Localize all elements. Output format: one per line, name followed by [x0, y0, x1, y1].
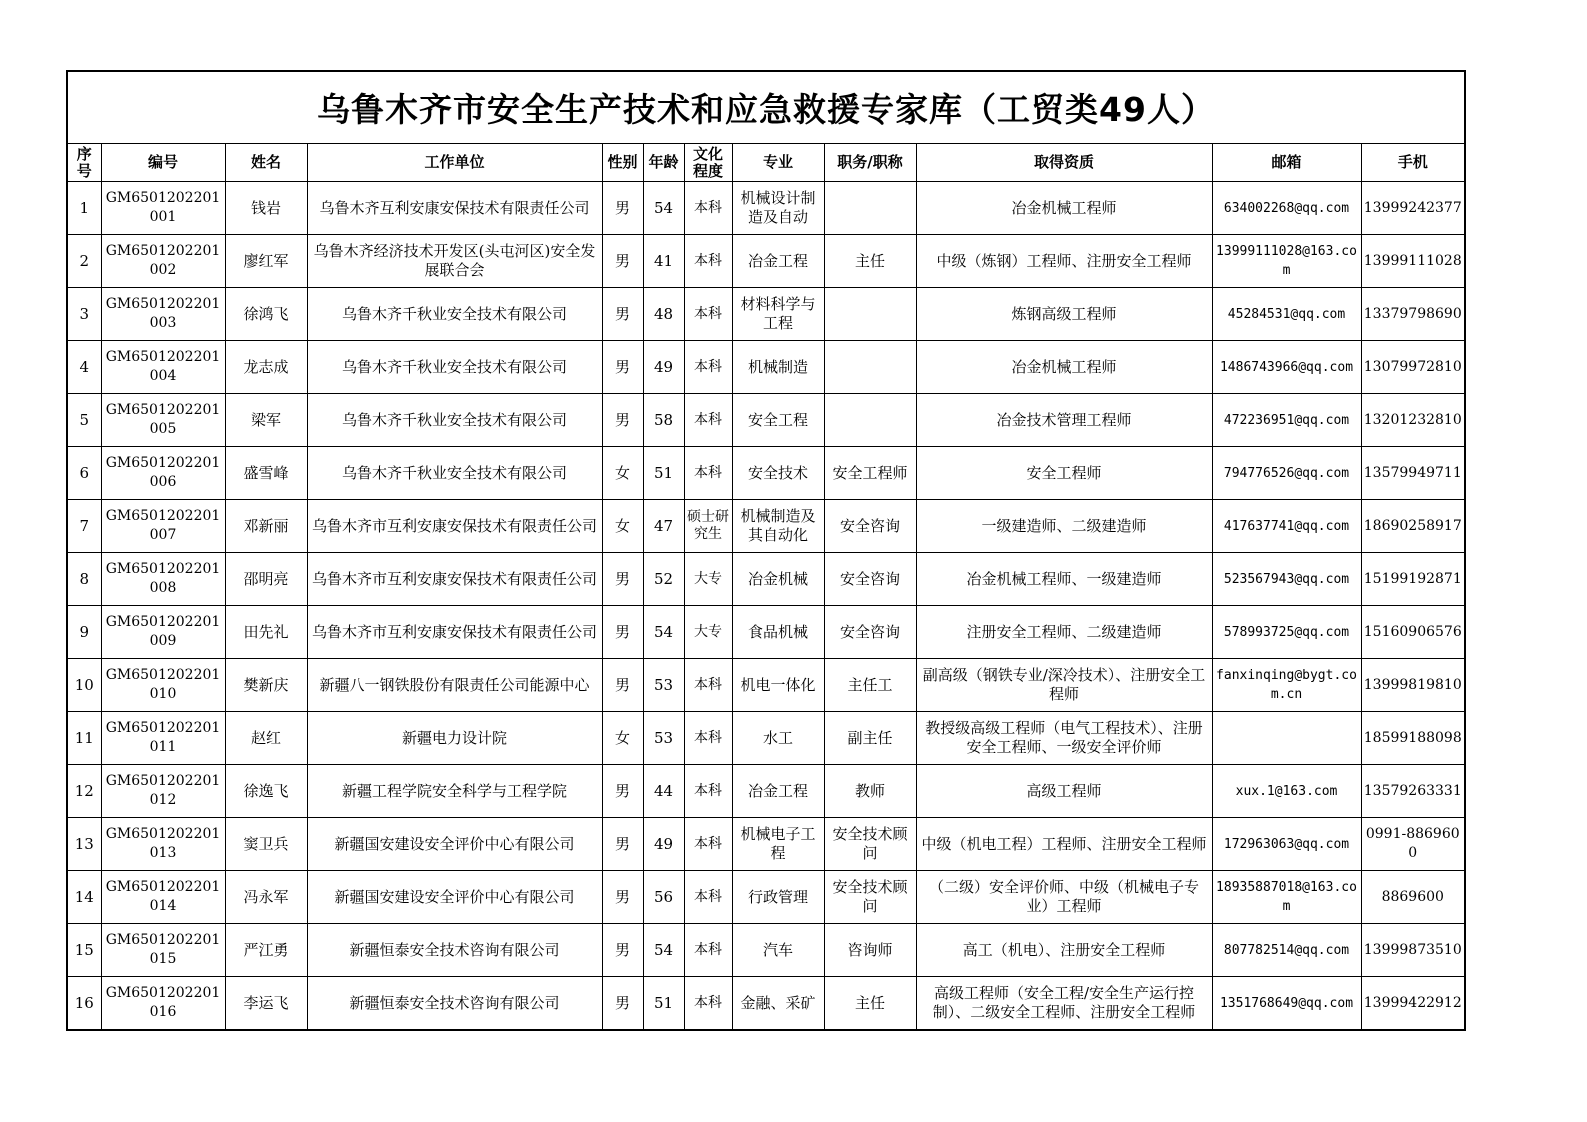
cell-major: 机械设计制造及自动: [732, 182, 824, 235]
cell-qualification: 中级（炼钢）工程师、注册安全工程师: [916, 235, 1212, 288]
cell-name: 冯永军: [225, 871, 307, 924]
cell-gender: 男: [602, 765, 643, 818]
cell-phone: 18599188098: [1361, 712, 1464, 765]
cell-seq: 6: [68, 447, 101, 500]
table-row: [68, 553, 1464, 606]
header-gender: 性别: [602, 144, 643, 182]
header-code: 编号: [101, 144, 225, 182]
cell-major: 冶金机械: [732, 553, 824, 606]
cell-name: 邵明亮: [225, 553, 307, 606]
cell-name: 梁军: [225, 394, 307, 447]
cell-seq: 7: [68, 500, 101, 553]
cell-seq: 2: [68, 235, 101, 288]
cell-phone: 13379798690: [1361, 288, 1464, 341]
cell-age: 53: [643, 712, 684, 765]
cell-age: 51: [643, 977, 684, 1030]
cell-unit: 乌鲁木齐经济技术开发区(头屯河区)安全发展联合会: [307, 235, 602, 288]
cell-title: 安全咨询: [824, 553, 916, 606]
table-row: [68, 500, 1464, 553]
cell-title: 安全咨询: [824, 606, 916, 659]
cell-unit: 新疆国安建设安全评价中心有限公司: [307, 871, 602, 924]
cell-age: 51: [643, 447, 684, 500]
cell-education: 本科: [684, 977, 732, 1030]
cell-code: GM6501202201014: [101, 871, 225, 924]
cell-gender: 女: [602, 447, 643, 500]
cell-code: GM6501202201003: [101, 288, 225, 341]
cell-code: GM6501202201007: [101, 500, 225, 553]
cell-seq: 4: [68, 341, 101, 394]
cell-age: 54: [643, 182, 684, 235]
cell-email: 172963063@qq.com: [1212, 818, 1361, 871]
cell-code: GM6501202201001: [101, 182, 225, 235]
cell-name: 盛雪峰: [225, 447, 307, 500]
cell-gender: 男: [602, 182, 643, 235]
cell-phone: 15160906576: [1361, 606, 1464, 659]
cell-age: 54: [643, 606, 684, 659]
cell-name: 邓新丽: [225, 500, 307, 553]
cell-title: 安全咨询: [824, 500, 916, 553]
cell-major: 机电一体化: [732, 659, 824, 712]
table-row: [68, 235, 1464, 288]
cell-education: 本科: [684, 659, 732, 712]
cell-name: 严江勇: [225, 924, 307, 977]
cell-unit: 乌鲁木齐千秋业安全技术有限公司: [307, 394, 602, 447]
cell-name: 徐逸飞: [225, 765, 307, 818]
cell-major: 行政管理: [732, 871, 824, 924]
cell-qualification: 中级（机电工程）工程师、注册安全工程师: [916, 818, 1212, 871]
cell-education: 本科: [684, 712, 732, 765]
table-row: [68, 871, 1464, 924]
cell-phone: 13201232810: [1361, 394, 1464, 447]
cell-age: 44: [643, 765, 684, 818]
cell-qualification: 冶金机械工程师: [916, 341, 1212, 394]
cell-unit: 新疆恒泰安全技术咨询有限公司: [307, 977, 602, 1030]
cell-seq: 8: [68, 553, 101, 606]
cell-age: 56: [643, 871, 684, 924]
cell-title: 主任工: [824, 659, 916, 712]
cell-unit: 乌鲁木齐千秋业安全技术有限公司: [307, 447, 602, 500]
cell-gender: 男: [602, 394, 643, 447]
header-name: 姓名: [225, 144, 307, 182]
cell-major: 机械制造及其自动化: [732, 500, 824, 553]
cell-gender: 男: [602, 659, 643, 712]
cell-seq: 3: [68, 288, 101, 341]
table-row: [68, 606, 1464, 659]
cell-email: 578993725@qq.com: [1212, 606, 1361, 659]
cell-title: 安全技术顾问: [824, 818, 916, 871]
cell-education: 大专: [684, 606, 732, 659]
cell-unit: 乌鲁木齐互利安康安保技术有限责任公司: [307, 182, 602, 235]
cell-name: 李运飞: [225, 977, 307, 1030]
cell-major: 安全工程: [732, 394, 824, 447]
header-title: 职务/职称: [824, 144, 916, 182]
expert-table: [68, 144, 1464, 1029]
cell-unit: 新疆国安建设安全评价中心有限公司: [307, 818, 602, 871]
cell-major: 金融、采矿: [732, 977, 824, 1030]
cell-title: 副主任: [824, 712, 916, 765]
header-education: 文化程度: [684, 144, 732, 182]
cell-code: GM6501202201008: [101, 553, 225, 606]
cell-gender: 男: [602, 977, 643, 1030]
cell-phone: 13579949711: [1361, 447, 1464, 500]
cell-email: 807782514@qq.com: [1212, 924, 1361, 977]
table-row: [68, 924, 1464, 977]
cell-seq: 9: [68, 606, 101, 659]
cell-phone: 8869600: [1361, 871, 1464, 924]
cell-education: 本科: [684, 182, 732, 235]
cell-name: 田先礼: [225, 606, 307, 659]
header-major: 专业: [732, 144, 824, 182]
cell-seq: 1: [68, 182, 101, 235]
cell-email: 472236951@qq.com: [1212, 394, 1361, 447]
cell-age: 58: [643, 394, 684, 447]
cell-qualification: 注册安全工程师、二级建造师: [916, 606, 1212, 659]
cell-code: GM6501202201016: [101, 977, 225, 1030]
cell-email: xux.1@163.com: [1212, 765, 1361, 818]
cell-email: [1212, 712, 1361, 765]
cell-seq: 10: [68, 659, 101, 712]
cell-age: 54: [643, 924, 684, 977]
cell-seq: 5: [68, 394, 101, 447]
cell-phone: 13999819810: [1361, 659, 1464, 712]
cell-name: 徐鸿飞: [225, 288, 307, 341]
cell-code: GM6501202201013: [101, 818, 225, 871]
cell-education: 硕士研究生: [684, 500, 732, 553]
cell-unit: 乌鲁木齐市互利安康安保技术有限责任公司: [307, 500, 602, 553]
cell-email: 1486743966@qq.com: [1212, 341, 1361, 394]
header-email: 邮箱: [1212, 144, 1361, 182]
cell-education: 本科: [684, 818, 732, 871]
cell-unit: 乌鲁木齐市互利安康安保技术有限责任公司: [307, 553, 602, 606]
cell-education: 本科: [684, 394, 732, 447]
cell-qualification: 冶金机械工程师、一级建造师: [916, 553, 1212, 606]
cell-qualification: 炼钢高级工程师: [916, 288, 1212, 341]
cell-gender: 男: [602, 288, 643, 341]
cell-age: 52: [643, 553, 684, 606]
cell-code: GM6501202201009: [101, 606, 225, 659]
cell-phone: 13999422912: [1361, 977, 1464, 1030]
cell-title: [824, 394, 916, 447]
cell-unit: 新疆恒泰安全技术咨询有限公司: [307, 924, 602, 977]
cell-qualification: 高级工程师: [916, 765, 1212, 818]
cell-code: GM6501202201015: [101, 924, 225, 977]
cell-phone: 13999873510: [1361, 924, 1464, 977]
cell-age: 41: [643, 235, 684, 288]
cell-phone: 13999242377: [1361, 182, 1464, 235]
cell-phone: 13579263331: [1361, 765, 1464, 818]
table-row: [68, 288, 1464, 341]
cell-phone: 15199192871: [1361, 553, 1464, 606]
cell-email: 18935887018@163.com: [1212, 871, 1361, 924]
cell-gender: 男: [602, 818, 643, 871]
cell-name: 廖红军: [225, 235, 307, 288]
document-title: 乌鲁木齐市安全生产技术和应急救援专家库（工贸类49人）: [68, 72, 1464, 144]
cell-education: 本科: [684, 235, 732, 288]
cell-major: 机械制造: [732, 341, 824, 394]
cell-code: GM6501202201004: [101, 341, 225, 394]
cell-qualification: （二级）安全评价师、中级（机械电子专业）工程师: [916, 871, 1212, 924]
cell-phone: 18690258917: [1361, 500, 1464, 553]
cell-title: 安全工程师: [824, 447, 916, 500]
cell-name: 龙志成: [225, 341, 307, 394]
table-row: [68, 659, 1464, 712]
cell-name: 樊新庆: [225, 659, 307, 712]
cell-code: GM6501202201012: [101, 765, 225, 818]
cell-major: 冶金工程: [732, 235, 824, 288]
cell-seq: 14: [68, 871, 101, 924]
cell-email: 523567943@qq.com: [1212, 553, 1361, 606]
cell-age: 49: [643, 818, 684, 871]
cell-gender: 男: [602, 924, 643, 977]
cell-seq: 12: [68, 765, 101, 818]
cell-seq: 13: [68, 818, 101, 871]
cell-major: 水工: [732, 712, 824, 765]
cell-education: 大专: [684, 553, 732, 606]
cell-unit: 乌鲁木齐市互利安康安保技术有限责任公司: [307, 606, 602, 659]
cell-qualification: 高级工程师（安全工程/安全生产运行控制）、二级安全工程师、注册安全工程师: [916, 977, 1212, 1030]
table-row: [68, 765, 1464, 818]
cell-unit: 乌鲁木齐千秋业安全技术有限公司: [307, 341, 602, 394]
cell-gender: 男: [602, 553, 643, 606]
cell-name: 赵红: [225, 712, 307, 765]
cell-email: 45284531@qq.com: [1212, 288, 1361, 341]
cell-unit: 新疆工程学院安全科学与工程学院: [307, 765, 602, 818]
cell-phone: 13079972810: [1361, 341, 1464, 394]
cell-gender: 男: [602, 341, 643, 394]
cell-title: 主任: [824, 977, 916, 1030]
cell-major: 安全技术: [732, 447, 824, 500]
cell-code: GM6501202201011: [101, 712, 225, 765]
cell-email: 794776526@qq.com: [1212, 447, 1361, 500]
cell-gender: 男: [602, 235, 643, 288]
header-age: 年龄: [643, 144, 684, 182]
cell-age: 47: [643, 500, 684, 553]
cell-qualification: 副高级（钢铁专业/深冷技术）、注册安全工程师: [916, 659, 1212, 712]
cell-gender: 男: [602, 871, 643, 924]
cell-qualification: 教授级高级工程师（电气工程技术）、注册安全工程师、一级安全评价师: [916, 712, 1212, 765]
cell-name: 钱岩: [225, 182, 307, 235]
cell-name: 窦卫兵: [225, 818, 307, 871]
header-phone: 手机: [1361, 144, 1464, 182]
cell-seq: 16: [68, 977, 101, 1030]
cell-qualification: 冶金机械工程师: [916, 182, 1212, 235]
cell-phone: 0991-8869600: [1361, 818, 1464, 871]
cell-unit: 新疆电力设计院: [307, 712, 602, 765]
cell-education: 本科: [684, 765, 732, 818]
cell-seq: 11: [68, 712, 101, 765]
cell-title: [824, 182, 916, 235]
cell-email: 634002268@qq.com: [1212, 182, 1361, 235]
cell-age: 49: [643, 341, 684, 394]
table-row: [68, 447, 1464, 500]
cell-gender: 男: [602, 606, 643, 659]
cell-education: 本科: [684, 341, 732, 394]
cell-education: 本科: [684, 447, 732, 500]
cell-email: 13999111028@163.com: [1212, 235, 1361, 288]
table-row: [68, 977, 1464, 1030]
cell-qualification: 冶金技术管理工程师: [916, 394, 1212, 447]
cell-education: 本科: [684, 871, 732, 924]
cell-major: 汽车: [732, 924, 824, 977]
cell-title: [824, 341, 916, 394]
cell-email: fanxinqing@bygt.com.cn: [1212, 659, 1361, 712]
expert-roster-sheet: [66, 70, 1466, 1031]
cell-education: 本科: [684, 288, 732, 341]
table-row: [68, 394, 1464, 447]
table-row: [68, 182, 1464, 235]
cell-title: 主任: [824, 235, 916, 288]
cell-age: 53: [643, 659, 684, 712]
cell-email: 417637741@qq.com: [1212, 500, 1361, 553]
cell-title: 教师: [824, 765, 916, 818]
cell-education: 本科: [684, 924, 732, 977]
cell-qualification: 安全工程师: [916, 447, 1212, 500]
cell-code: GM6501202201005: [101, 394, 225, 447]
cell-major: 食品机械: [732, 606, 824, 659]
header-unit: 工作单位: [307, 144, 602, 182]
cell-code: GM6501202201010: [101, 659, 225, 712]
cell-code: GM6501202201006: [101, 447, 225, 500]
cell-seq: 15: [68, 924, 101, 977]
cell-age: 48: [643, 288, 684, 341]
header-qualification: 取得资质: [916, 144, 1212, 182]
cell-major: 冶金工程: [732, 765, 824, 818]
cell-gender: 女: [602, 500, 643, 553]
cell-title: [824, 288, 916, 341]
cell-gender: 女: [602, 712, 643, 765]
cell-email: 1351768649@qq.com: [1212, 977, 1361, 1030]
cell-title: 安全技术顾问: [824, 871, 916, 924]
cell-qualification: 高工（机电）、注册安全工程师: [916, 924, 1212, 977]
cell-phone: 13999111028: [1361, 235, 1464, 288]
table-row: [68, 341, 1464, 394]
cell-major: 机械电子工程: [732, 818, 824, 871]
header-row: [68, 144, 1464, 182]
cell-code: GM6501202201002: [101, 235, 225, 288]
cell-unit: 新疆八一钢铁股份有限责任公司能源中心: [307, 659, 602, 712]
cell-unit: 乌鲁木齐千秋业安全技术有限公司: [307, 288, 602, 341]
table-row: [68, 712, 1464, 765]
table-row: [68, 818, 1464, 871]
cell-major: 材料科学与工程: [732, 288, 824, 341]
header-seq: 序号: [68, 144, 101, 182]
cell-title: 咨询师: [824, 924, 916, 977]
cell-qualification: 一级建造师、二级建造师: [916, 500, 1212, 553]
